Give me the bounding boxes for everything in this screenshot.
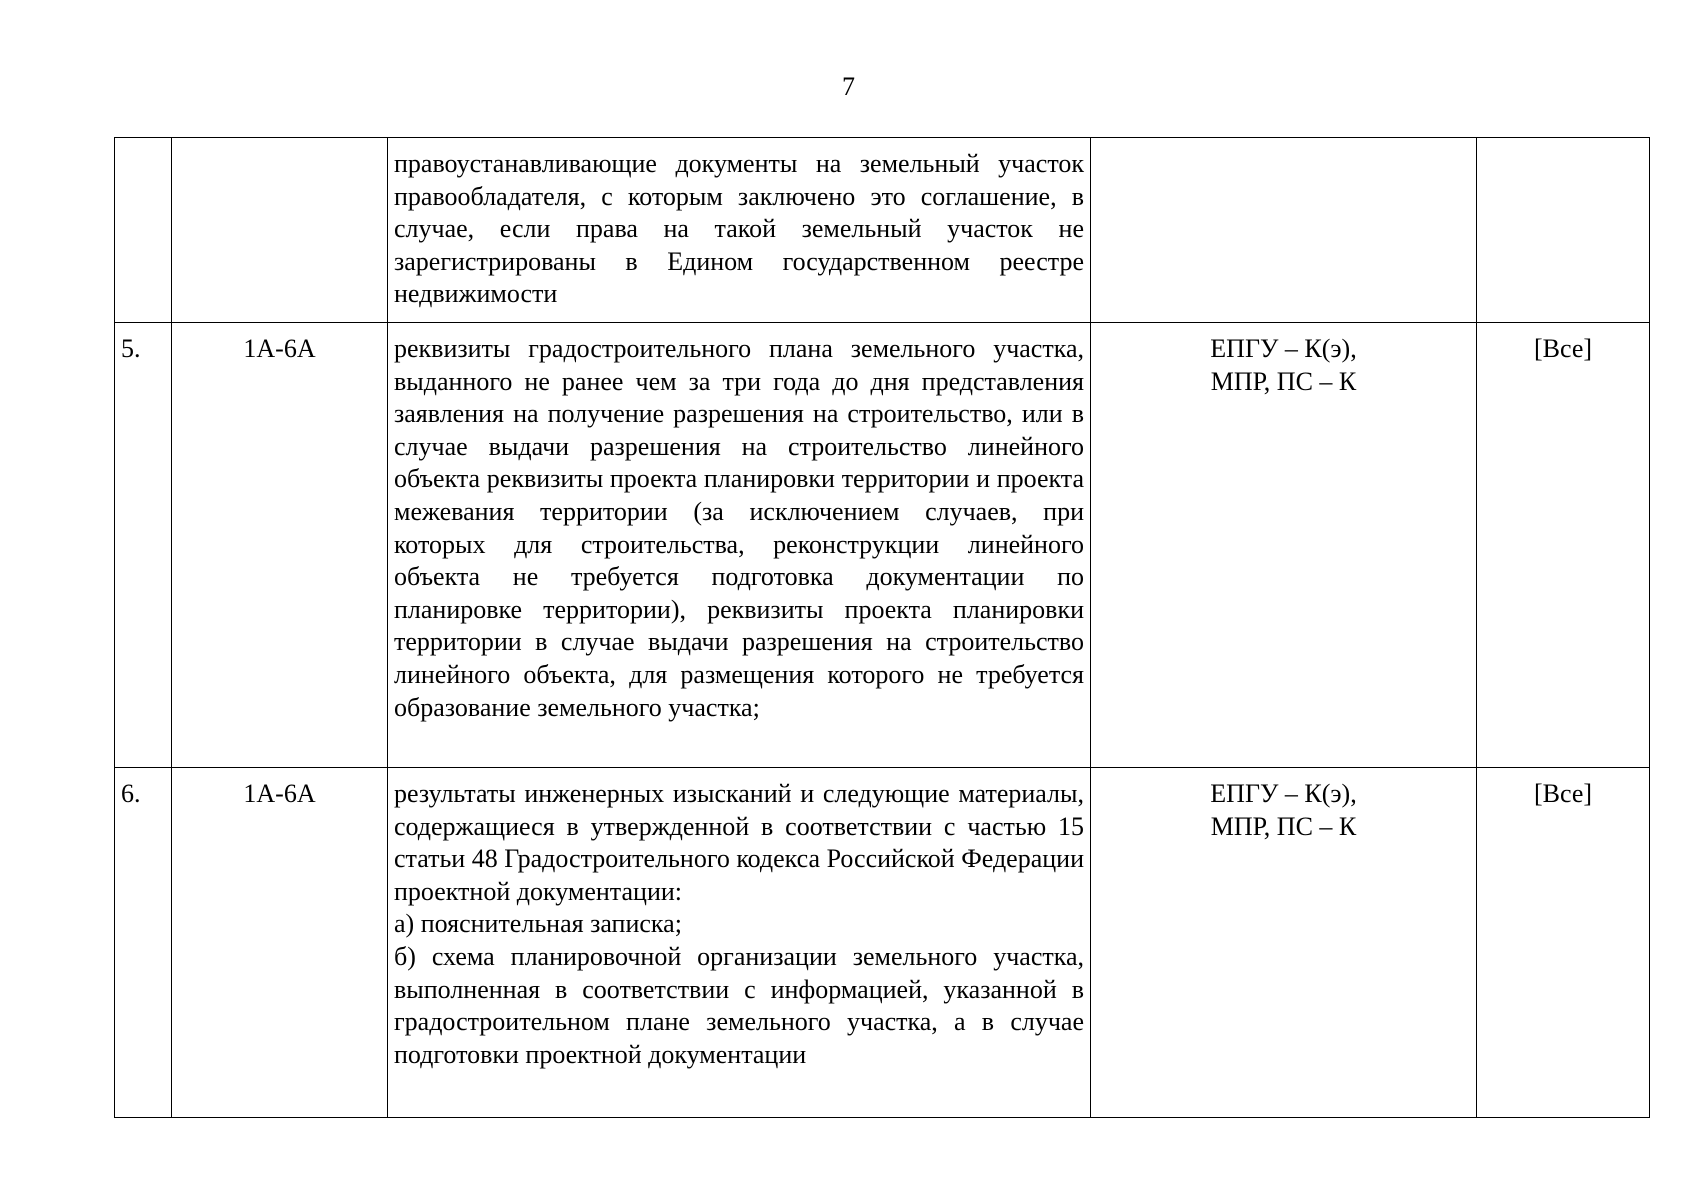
description-cell [388, 768, 1091, 1118]
code-cell [172, 138, 388, 323]
table-row [115, 138, 1650, 323]
description-paragraph: б) схема планировочной организации земельного участка, выполненная в соответствии с информацией, указанной в градостроительном плане земельного участка, а в случае подготовки проектной документации [394, 941, 1084, 1069]
description-cell [388, 323, 1091, 768]
code-cell: 1А-6А [172, 323, 388, 768]
requirements-table [114, 137, 1650, 1118]
table-row [115, 768, 1650, 1118]
description-paragraph: а) пояснительная записка; [394, 909, 682, 939]
scope-cell: [Все] [1477, 323, 1650, 768]
code-cell: 1А-6А [172, 768, 388, 1118]
row-number-cell: 5. [115, 323, 172, 768]
row-number-cell [115, 138, 172, 323]
table-row [115, 323, 1650, 768]
description-cell [388, 138, 1091, 323]
description-paragraph: правоустанавливающие документы на земельный участок правообладателя, с которым заключено это соглашение, в случае, если права на такой земельный участок не зарегистрированы в Едином государственном реестре недвижимости [394, 149, 1084, 309]
scope-cell: [Все] [1477, 768, 1650, 1118]
description-paragraph: результаты инженерных изысканий и следующие материалы, содержащиеся в утвержденной в соответствии с частью 15 статьи 48 Градостроительного кодекса Российской Федерации проектной документации: [394, 779, 1084, 906]
scope-cell [1477, 138, 1650, 323]
source-line: ЕПГУ – К(э), [1210, 779, 1357, 808]
source-line: МПР, ПС – К [1210, 366, 1357, 396]
row-number-cell: 6. [115, 768, 172, 1118]
source-cell [1091, 138, 1477, 323]
source-line: ЕПГУ – К(э), [1210, 334, 1357, 363]
source-cell [1091, 768, 1477, 1118]
source-line: МПР, ПС – К [1210, 811, 1357, 841]
page-number: 7 [842, 72, 855, 101]
description-paragraph: реквизиты градостроительного плана земельного участка, выданного не ранее чем за три года до дня представления заявления на получение разрешения на строительство, или в случае выдачи разрешения на строительство линейного объекта реквизиты проекта планировки территории и проекта межевания территории (за исключением случаев, при которых для строительства, реконструкции линейного объекта не требуется подготовка документации по планировке территории), реквизиты проекта планировки территории в случае выдачи разрешения на строительство линейного объекта, для размещения которого не требуется образование земельного участка; [394, 334, 1084, 722]
source-cell [1091, 323, 1477, 768]
